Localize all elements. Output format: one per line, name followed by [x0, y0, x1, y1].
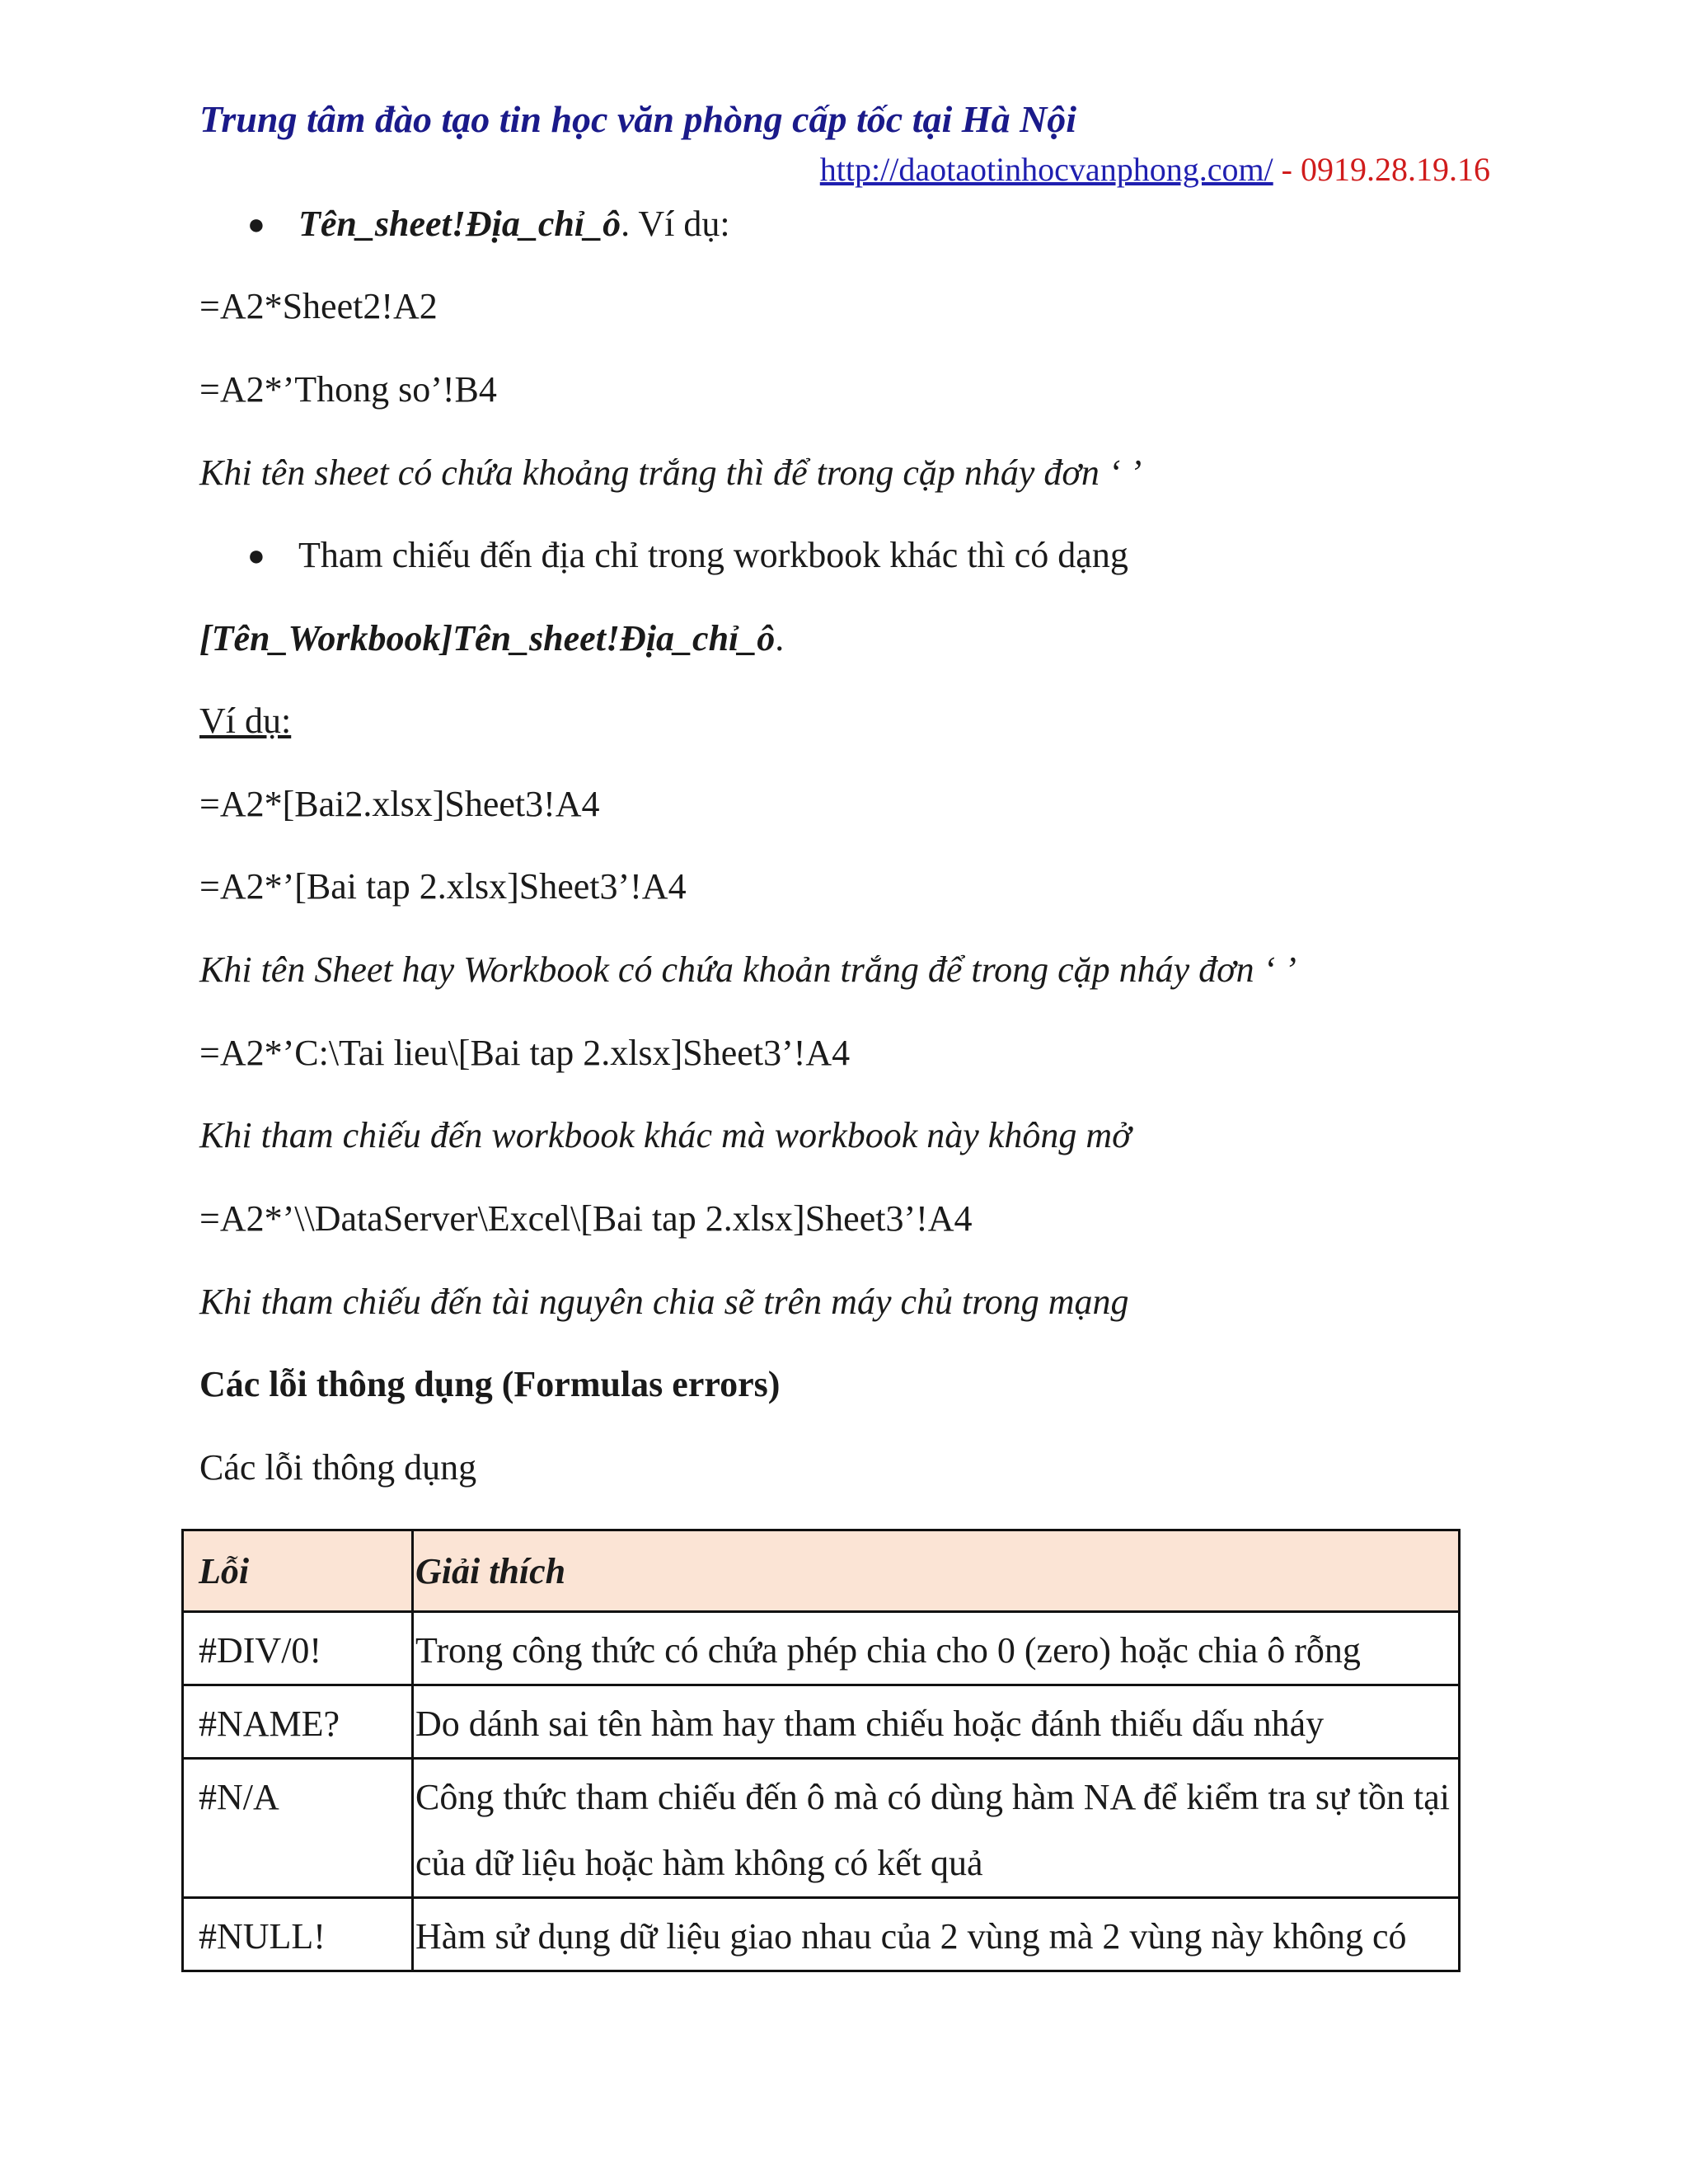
header-title: Trung tâm đào tạo tin học văn phòng cấp tốc tại Hà Nội — [199, 98, 1077, 140]
workbook-syntax-rest: . — [775, 618, 785, 658]
bullet-text: Tham chiếu đến địa chỉ trong workbook khác thì có dạng — [298, 535, 1128, 575]
table-row — [183, 1612, 1460, 1685]
header-contact — [820, 150, 1490, 189]
note-sheet-space: Khi tên sheet có chứa khoảng trắng thì để trong cặp nháy đơn ‘ ’ — [199, 452, 1142, 493]
example-formula-4: =A2*’[Bai tap 2.xlsx]Sheet3’!A4 — [199, 866, 687, 907]
example-formula-2: =A2*’Thong so’!B4 — [199, 369, 497, 410]
error-explanation: Công thức tham chiếu đến ô mà có dùng hàm NA để kiểm tra sự tồn tại của dữ liệu hoặc hàm không có kết quả — [413, 1759, 1460, 1898]
table-header-explanation: Giải thích — [413, 1530, 1460, 1612]
bullet-icon: ● — [247, 207, 265, 241]
error-explanation: Trong công thức có chứa phép chia cho 0 (zero) hoặc chia ô rỗng — [413, 1612, 1460, 1685]
header-separator: - — [1273, 151, 1301, 188]
website-link[interactable]: http://daotaotinhocvanphong.com/ — [819, 151, 1273, 188]
example-formula-1: =A2*Sheet2!A2 — [199, 286, 438, 326]
bullet-rest: . Ví dụ: — [621, 204, 730, 244]
error-explanation: Do dánh sai tên hàm hay tham chiếu hoặc đánh thiếu dấu nháy — [413, 1685, 1460, 1759]
table-header-error: Lỗi — [183, 1530, 413, 1612]
workbook-syntax — [199, 618, 785, 658]
section-intro: Các lỗi thông dụng — [199, 1447, 477, 1488]
example-formula-3: =A2*[Bai2.xlsx]Sheet3!A4 — [199, 784, 600, 824]
error-code: #N/A — [183, 1759, 413, 1898]
bullet-sheet-address — [247, 206, 730, 242]
table-row — [183, 1898, 1460, 1971]
bullet-other-workbook — [247, 537, 1128, 574]
error-code: #NULL! — [183, 1898, 413, 1971]
error-explanation: Hàm sử dụng dữ liệu giao nhau của 2 vùng mà 2 vùng này không có — [413, 1898, 1460, 1971]
error-code: #NAME? — [183, 1685, 413, 1759]
bullet-icon: ● — [247, 538, 265, 572]
example-label: Ví dụ: — [199, 701, 292, 741]
phone-number: 0919.28.19.16 — [1301, 151, 1490, 188]
workbook-syntax-term: [Tên_Workbook]Tên_sheet!Địa_chỉ_ô — [199, 618, 776, 658]
table-row — [183, 1759, 1460, 1898]
table-row — [183, 1685, 1460, 1759]
error-code: #DIV/0! — [183, 1612, 413, 1685]
note-network-share: Khi tham chiếu đến tài nguyên chia sẽ trên máy chủ trong mạng — [199, 1282, 1129, 1322]
note-closed-workbook: Khi tham chiếu đến workbook khác mà workbook này không mở — [199, 1115, 1132, 1155]
example-formula-6: =A2*’\\DataServer\Excel\[Bai tap 2.xlsx]Sheet3’!A4 — [199, 1198, 973, 1239]
table-header-row — [183, 1530, 1460, 1612]
note-workbook-space: Khi tên Sheet hay Workbook có chứa khoản trắng để trong cặp nháy đơn ‘ ’ — [199, 949, 1296, 990]
errors-table — [181, 1529, 1461, 1972]
section-heading: Các lỗi thông dụng (Formulas errors) — [199, 1364, 781, 1404]
bullet-term: Tên_sheet!Địa_chỉ_ô — [298, 204, 621, 244]
example-formula-5: =A2*’C:\Tai lieu\[Bai tap 2.xlsx]Sheet3’!A4 — [199, 1033, 851, 1073]
